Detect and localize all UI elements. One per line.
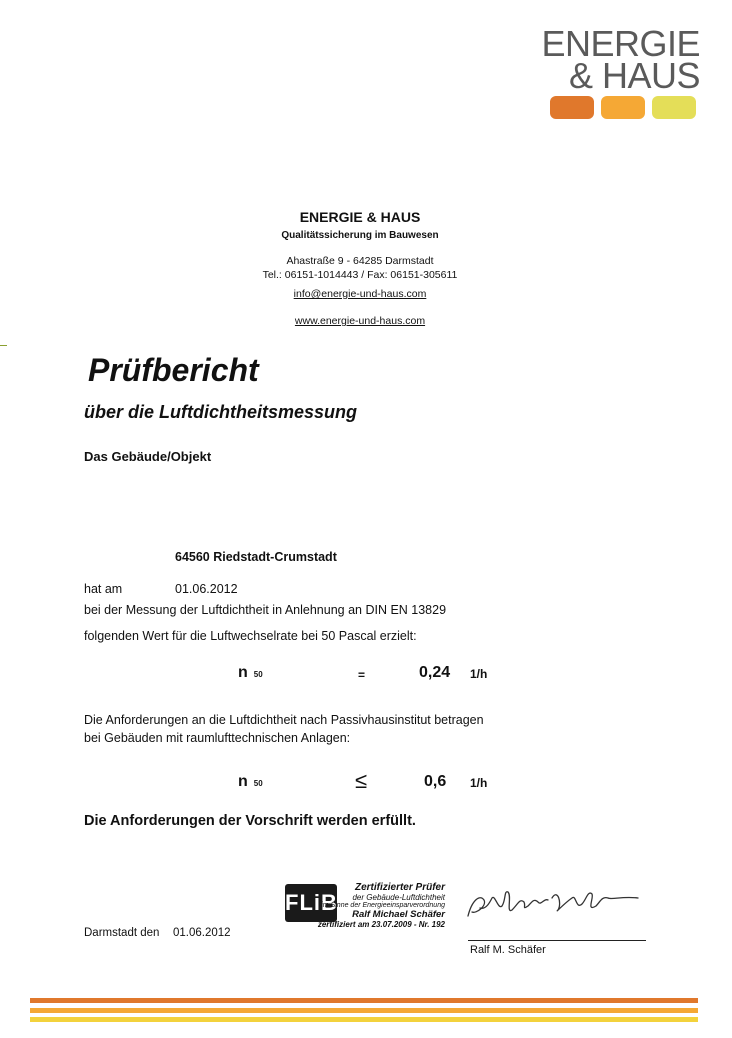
logo-block-orange [550,96,594,119]
company-phone: Tel.: 06151-1014443 / Fax: 06151-305611 [262,269,458,281]
measured-unit: 1/h [470,667,488,681]
company-logo-text [540,23,700,96]
required-unit: 1/h [470,776,488,790]
object-address: 64560 Riedstadt-Crumstadt [175,550,337,564]
margin-mark [0,345,7,346]
required-symbol: n 50 [238,773,263,790]
measured-value: 0,24 [419,664,451,681]
required-value: 0,6 [424,773,447,790]
footer-bar-yellow [30,1017,698,1022]
measured-operator: = [358,668,366,682]
signature-line [468,940,646,941]
seal-line-4: Ralf Michael Schäfer [352,909,445,920]
result-statement: Die Anforderungen der Vorschrift werden erfüllt. [84,813,416,829]
company-name: ENERGIE & HAUS [299,209,421,225]
report-title: Prüfbericht [88,352,259,388]
measurement-date: 01.06.2012 [175,582,238,596]
requirement-text-1: Die Anforderungen an die Luftdichtheit nach Passivhausinstitut betragen [84,713,484,727]
company-street: Ahastraße 9 - 64285 Darmstadt [286,255,434,267]
seal-line-1: Zertifizierter Prüfer [354,882,445,893]
footer-bar-amber [30,1008,698,1013]
company-email-link[interactable]: info@energie-und-haus.com [293,288,427,300]
footer-bar-orange [30,998,698,1003]
seal-line-5: zertifiziert am 23.07.2009 - Nr. 192 [317,920,445,929]
measured-symbol: n 50 [238,664,263,681]
company-website-link[interactable]: www.energie-und-haus.com [294,315,426,327]
signatory-name: Ralf M. Schäfer [470,944,546,956]
report-subtitle: über die Luftdichtheitsmessung [84,402,358,422]
company-tagline: Qualitätssicherung im Bauwesen [281,230,439,241]
certification-seal [285,882,445,952]
value-intro-text: folgenden Wert für die Luftwechselrate bei 50 Pascal erzielt: [84,629,417,643]
required-operator: ≤ [355,768,368,793]
place-date-label: Darmstadt den [84,927,160,939]
date-label: hat am [84,582,123,596]
place-date: 01.06.2012 [173,927,231,939]
requirement-text-2: bei Gebäuden mit raumlufttechnischen Anlagen: [84,731,351,745]
logo-line-2: & HAUS [568,55,700,96]
flib-logo: FLiB [285,884,337,922]
logo-line-1: ENERGIE [541,23,700,64]
logo-block-amber [601,96,645,119]
logo-block-yellow [652,96,696,119]
measurement-text: bei der Messung der Luftdichtheit in Anlehnung an DIN EN 13829 [84,603,447,617]
object-label: Das Gebäude/Objekt [84,449,212,464]
seal-line-3: im Sinne der Energieeinsparverordnung [321,902,445,909]
seal-line-2: der Gebäude-Luftdichtheit [352,893,445,902]
handwritten-signature [462,880,642,930]
